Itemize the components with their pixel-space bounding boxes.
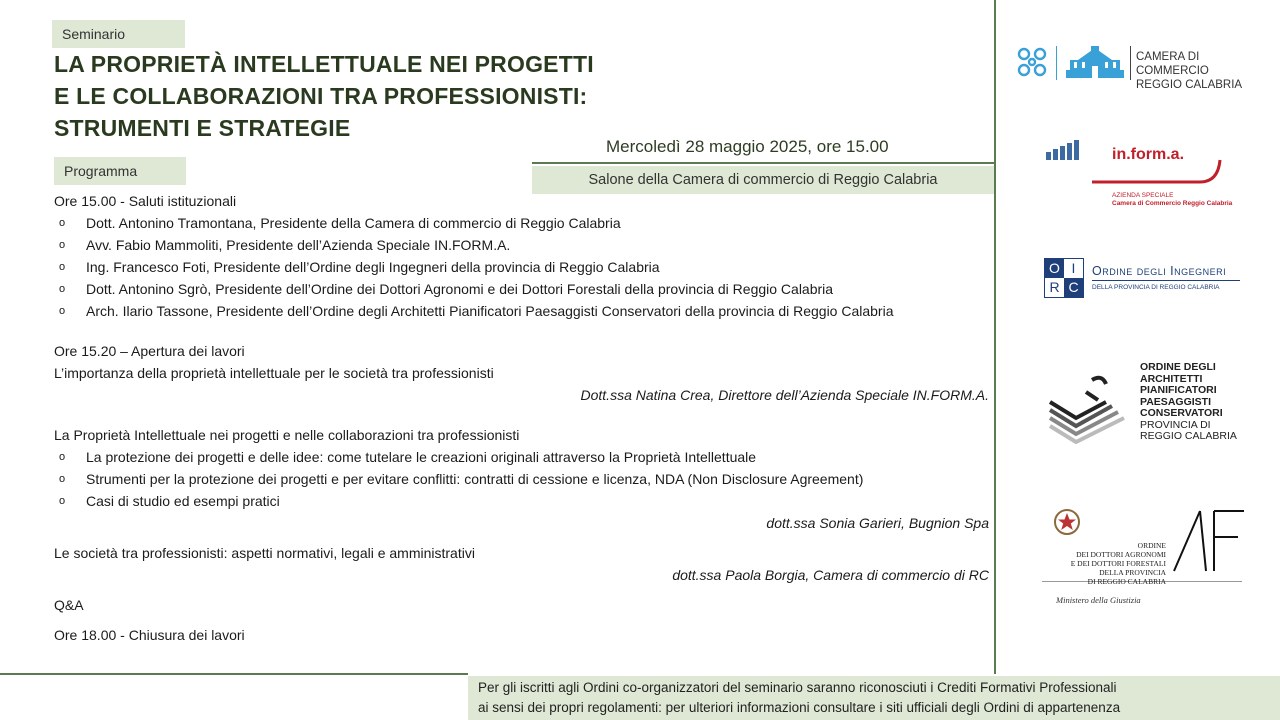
session-1-time: Ore 15.00 - <box>54 193 129 209</box>
architetti-emblem-icon <box>1046 372 1128 444</box>
closing-time: Ore 18.00 - <box>54 627 129 643</box>
agro-line-5: DI REGGIO CALABRIA <box>1087 577 1166 586</box>
informa-name: in.form.a. <box>1112 146 1185 163</box>
camera-separator-2 <box>1130 46 1131 80</box>
arch-line-2: ARCHITETTI <box>1140 372 1203 385</box>
agro-line-2: DEI DOTTORI AGRONOMI <box>1076 550 1166 559</box>
list-item: o Casi di studio ed esempi pratici <box>86 490 989 512</box>
seminar-tag <box>52 20 185 48</box>
session-2-time: Ore 15.20 – Apertura dei lavori <box>54 343 245 359</box>
camera-separator <box>1056 46 1057 80</box>
camera-swirl-icon <box>1014 44 1054 82</box>
arch-prov-1: PROVINCIA DI <box>1140 418 1211 431</box>
list-item: o Avv. Fabio Mammoliti, Presidente dell’Azienda Speciale IN.FORM.A. <box>86 234 989 256</box>
arch-line-4: PAESAGGISTI <box>1140 395 1211 408</box>
architetti-text <box>1140 362 1237 443</box>
closing-heading <box>54 624 989 646</box>
informa-sub-1: AZIENDA SPECIALE <box>1112 192 1174 199</box>
agro-ministry: Ministero della Giustizia <box>1056 595 1141 605</box>
session-3-title: La Proprietà Intellettuale nei progetti e nelle collaborazioni tra professionisti <box>54 427 520 443</box>
camera-commercio-logo <box>1014 44 1274 91</box>
list-item: o Arch. Ilario Tassone, Presidente dell’Ordine degli Architetti Pianificatori Paesaggisti Conservatori della provincia di Reggio Calabria <box>86 300 989 322</box>
program-section <box>54 190 989 646</box>
ingegneri-title: Ordine degli Ingegneri <box>1092 264 1227 278</box>
session-4-speaker: dott.ssa Paola Borgia, Camera di commercio di RC <box>672 567 989 583</box>
footer-line-1: Per gli iscritti agli Ordini co-organizzatori del seminario saranno riconosciuti i Crediti Formativi Professionali <box>478 680 1117 695</box>
agronomi-logo <box>1042 505 1246 610</box>
camera-building-icon <box>1064 46 1126 80</box>
agro-line-4: DELLA PROVINCIA <box>1099 568 1166 577</box>
ing-letter-r: R <box>1049 279 1060 295</box>
camera-line-2: REGGIO CALABRIA <box>1136 79 1243 91</box>
ingegneri-mark <box>1044 258 1084 298</box>
af-monogram-icon <box>1170 507 1246 573</box>
session-3-list <box>54 446 989 512</box>
list-item: o La protezione dei progetti e delle idee: come tutelare le creazioni originali attraverso la Proprietà Intellettuale <box>86 446 989 468</box>
title-line-3: STRUMENTI E STRATEGIE <box>54 115 351 141</box>
session-2-title: L’importanza della proprietà intellettuale per le società tra professionisti <box>54 365 494 381</box>
session-1-list <box>54 212 989 322</box>
ingegneri-rule <box>1092 280 1240 281</box>
list-item: o Dott. Antonino Sgrò, Presidente dell’Ordine dei Dottori Agronomi e dei Dottori Forestali della provincia di Reggio Calabria <box>86 278 989 300</box>
agro-line-1: ORDINE <box>1137 541 1166 550</box>
arch-line-3: PIANIFICATORI <box>1140 384 1217 396</box>
page-title <box>54 48 694 144</box>
arch-line-5: CONSERVATORI <box>1140 407 1223 419</box>
list-item: o Ing. Francesco Foti, Presidente dell’Ordine degli Ingegneri della provincia di Reggio Calabria <box>86 256 989 278</box>
ingegneri-subtitle: DELLA PROVINCIA DI REGGIO CALABRIA <box>1092 284 1220 291</box>
programma-tag-label: Programma <box>64 163 138 179</box>
seminar-tag-label: Seminario <box>62 26 126 42</box>
date-divider <box>532 162 994 164</box>
agronomi-text <box>1042 541 1166 586</box>
session-4-title: Le società tra professionisti: aspetti normativi, legali e amministrativi <box>54 545 475 561</box>
closing-title: Chiusura dei lavori <box>128 627 245 643</box>
session-2-speaker: Dott.ssa Natina Crea, Direttore dell’Azienda Speciale IN.FORM.A. <box>580 387 989 403</box>
arch-line-1: ORDINE DEGLI <box>1140 361 1216 373</box>
ing-letter-i: I <box>1071 260 1076 276</box>
informa-logo <box>1044 138 1234 213</box>
architetti-logo <box>1046 362 1256 452</box>
title-line-2: E LE COLLABORAZIONI TRA PROFESSIONISTI: <box>54 83 588 109</box>
informa-sub-2: Camera di Commercio Reggio Calabria <box>1112 200 1233 207</box>
footer-line-2: ai sensi dei propri regolamenti: per ulteriori informazioni consultare i siti ufficiali degli Ordini di appartenenza <box>478 700 1121 715</box>
informa-swoosh-icon <box>1090 152 1224 186</box>
arch-prov-2: REGGIO CALABRIA <box>1140 430 1237 442</box>
agro-line-3: E DEI DOTTORI FORESTALI <box>1070 559 1166 568</box>
list-item: o Dott. Antonino Tramontana, Presidente della Camera di commercio di Reggio Calabria <box>86 212 989 234</box>
footer-note <box>468 676 1280 720</box>
session-3-speaker: dott.ssa Sonia Garieri, Bugnion Spa <box>766 515 989 531</box>
camera-line-1: CAMERA DI COMMERCIO <box>1136 51 1209 77</box>
ingegneri-logo <box>1044 258 1254 302</box>
programma-tag <box>54 157 186 185</box>
list-item: o Strumenti per la protezione dei progetti e per evitare conflitti: contratti di cessione e licenza, NDA (Non Disclosure Agreement) <box>86 468 989 490</box>
ing-letter-c: C <box>1064 278 1083 297</box>
camera-logo-text <box>1136 50 1274 92</box>
ing-letter-o: O <box>1045 259 1064 278</box>
vertical-divider <box>994 0 996 674</box>
event-date: Mercoledì 28 maggio 2025, ore 15.00 <box>606 137 889 156</box>
informa-bars-icon <box>1044 138 1084 162</box>
title-line-1: LA PROPRIETÀ INTELLETTUALE NEI PROGETTI <box>54 51 594 77</box>
bottom-divider <box>0 673 468 675</box>
informa-subtitle <box>1112 192 1232 208</box>
session-1-heading <box>54 190 989 212</box>
venue-label: Salone della Camera di commercio di Reggio Calabria <box>588 172 938 188</box>
session-1-title: Saluti istituzionali <box>128 193 237 209</box>
qa-label: Q&A <box>54 597 84 613</box>
republic-emblem-icon <box>1052 507 1082 537</box>
